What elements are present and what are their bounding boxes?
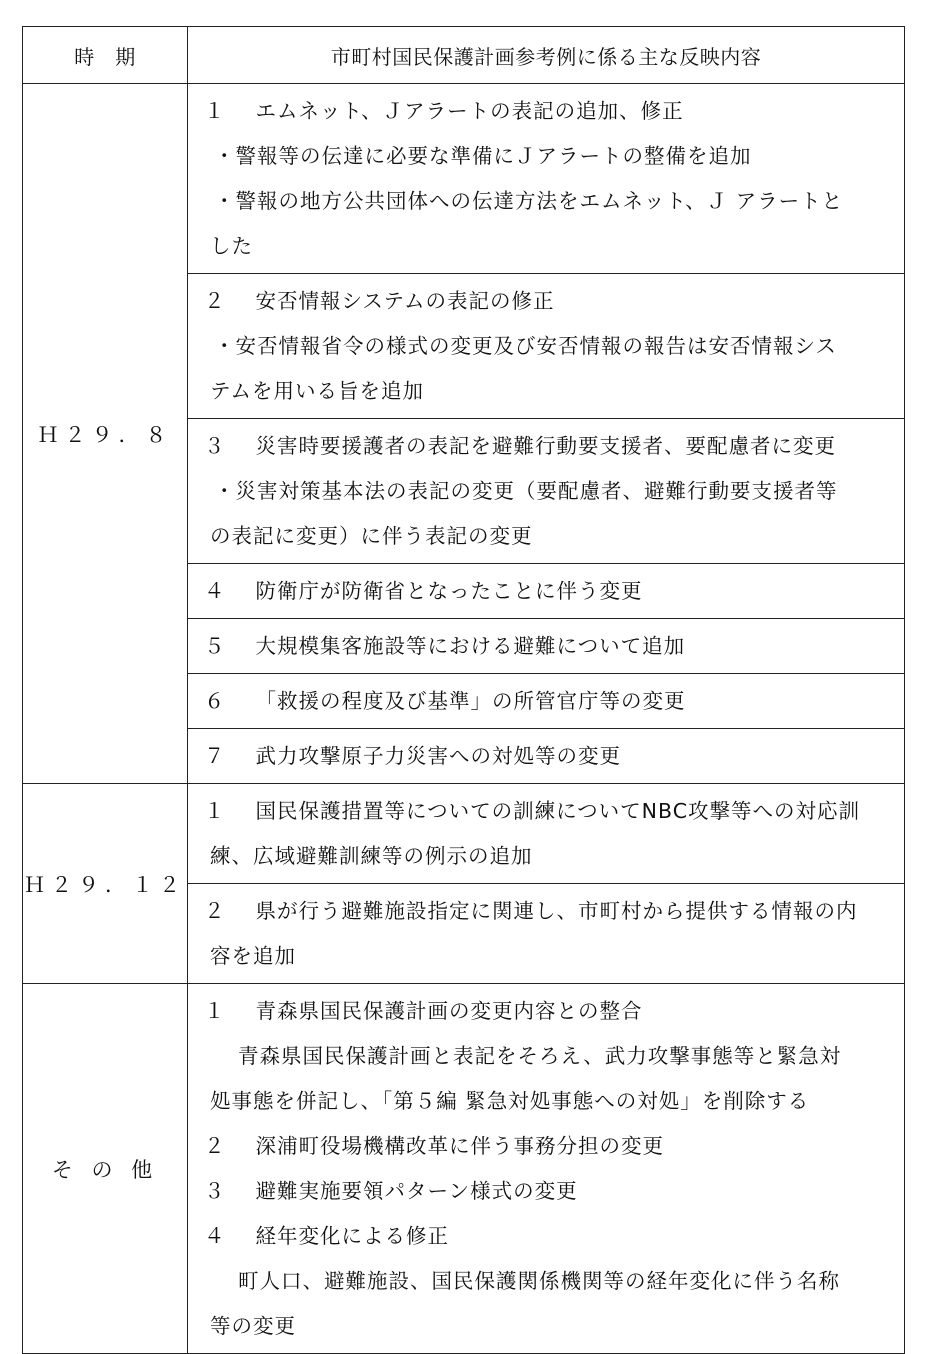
item-title: 経年変化による修正 — [255, 1224, 449, 1248]
table-row — [23, 984, 905, 1354]
content-item — [188, 729, 905, 784]
item-title-line — [204, 679, 892, 724]
content-item — [188, 674, 905, 729]
table-row — [23, 84, 905, 274]
item-number: ５ — [204, 634, 226, 658]
period-other: そ の 他 — [23, 984, 188, 1354]
item-title-line — [204, 789, 892, 834]
item-detail: 処事態を併記し、「第５編 緊急対処事態への対処」を削除する — [210, 1089, 810, 1113]
item-detail: ・安否情報省令の様式の変更及び安否情報の報告は安否情報シス — [214, 334, 837, 358]
period-header: 時 期 — [23, 27, 188, 84]
item-title: 安否情報システムの表記の修正 — [255, 289, 555, 313]
item-title-line — [204, 279, 892, 324]
item-title-line — [204, 424, 892, 469]
item-number: ３ — [204, 434, 226, 458]
item-detail: 青森県国民保護計画と表記をそろえ、武力攻撃事態等と緊急対 — [238, 1044, 842, 1068]
content-item — [188, 274, 905, 419]
item-title: 県が行う避難施設指定に関連し、市町村から提供する情報の内 — [255, 899, 858, 923]
item-title-line — [204, 89, 892, 134]
item-title-line — [204, 734, 892, 779]
item-number: ２ — [204, 1134, 226, 1158]
item-detail: した — [210, 234, 253, 258]
item-title-line — [204, 889, 892, 934]
item-title-line — [204, 624, 892, 669]
item-title-line — [204, 1214, 892, 1259]
item-title: 避難実施要領パターン様式の変更 — [255, 1179, 578, 1203]
item-number: ２ — [204, 899, 226, 923]
item-title-line — [204, 989, 892, 1034]
content-item — [188, 84, 905, 274]
item-title-line — [204, 1169, 892, 1214]
item-title-line — [204, 1124, 892, 1169]
content-header: 市町村国民保護計画参考例に係る主な反映内容 — [188, 27, 905, 84]
item-detail: 等の変更 — [210, 1314, 296, 1338]
content-item — [188, 784, 905, 884]
period-h29-12: Ｈ２９．１２ — [23, 784, 188, 984]
item-title: 災害時要援護者の表記を避難行動要支援者、要配慮者に変更 — [255, 434, 836, 458]
item-detail: ・警報等の伝達に必要な準備にＪアラートの整備を追加 — [214, 144, 752, 168]
item-title-line — [204, 569, 892, 614]
item-detail: ・警報の地方公共団体への伝達方法をエムネット、Ｊ アラートと — [214, 189, 844, 213]
item-number: ６ — [204, 689, 226, 713]
item-detail: の表記に変更）に伴う表記の変更 — [210, 524, 533, 548]
item-title: 「救援の程度及び基準」の所管官庁等の変更 — [255, 689, 686, 713]
item-detail: 容を追加 — [210, 944, 296, 968]
item-title: 国民保護措置等についての訓練についてNBC攻撃等への対応訓 — [255, 799, 861, 823]
content-item — [188, 884, 905, 984]
revision-table — [22, 26, 905, 1354]
content-item — [188, 984, 905, 1354]
period-h29-8: Ｈ２９．８ — [23, 84, 188, 784]
item-number: １ — [204, 799, 226, 823]
item-title: エムネット、Ｊアラートの表記の追加、修正 — [255, 99, 684, 123]
item-detail: テムを用いる旨を追加 — [210, 379, 424, 403]
item-number: ４ — [204, 579, 226, 603]
item-number: ２ — [204, 289, 226, 313]
item-number: ４ — [204, 1224, 226, 1248]
table-row — [23, 784, 905, 884]
item-number: ３ — [204, 1179, 226, 1203]
item-title: 大規模集客施設等における避難について追加 — [255, 634, 686, 658]
item-detail: 練、広域避難訓練等の例示の追加 — [210, 844, 533, 868]
item-number: １ — [204, 999, 226, 1023]
content-item — [188, 619, 905, 674]
item-title: 防衛庁が防衛省となったことに伴う変更 — [255, 579, 643, 603]
item-title: 青森県国民保護計画の変更内容との整合 — [255, 999, 643, 1023]
content-item — [188, 564, 905, 619]
item-title: 深浦町役場機構改革に伴う事務分担の変更 — [255, 1134, 664, 1158]
item-number: １ — [204, 99, 226, 123]
table-header-row — [23, 27, 905, 84]
item-number: ７ — [204, 744, 226, 768]
content-item — [188, 419, 905, 564]
item-detail: ・災害対策基本法の表記の変更（要配慮者、避難行動要支援者等 — [214, 479, 838, 503]
item-detail: 町人口、避難施設、国民保護関係機関等の経年変化に伴う名称 — [238, 1269, 840, 1293]
item-title: 武力攻撃原子力災害への対処等の変更 — [255, 744, 621, 768]
